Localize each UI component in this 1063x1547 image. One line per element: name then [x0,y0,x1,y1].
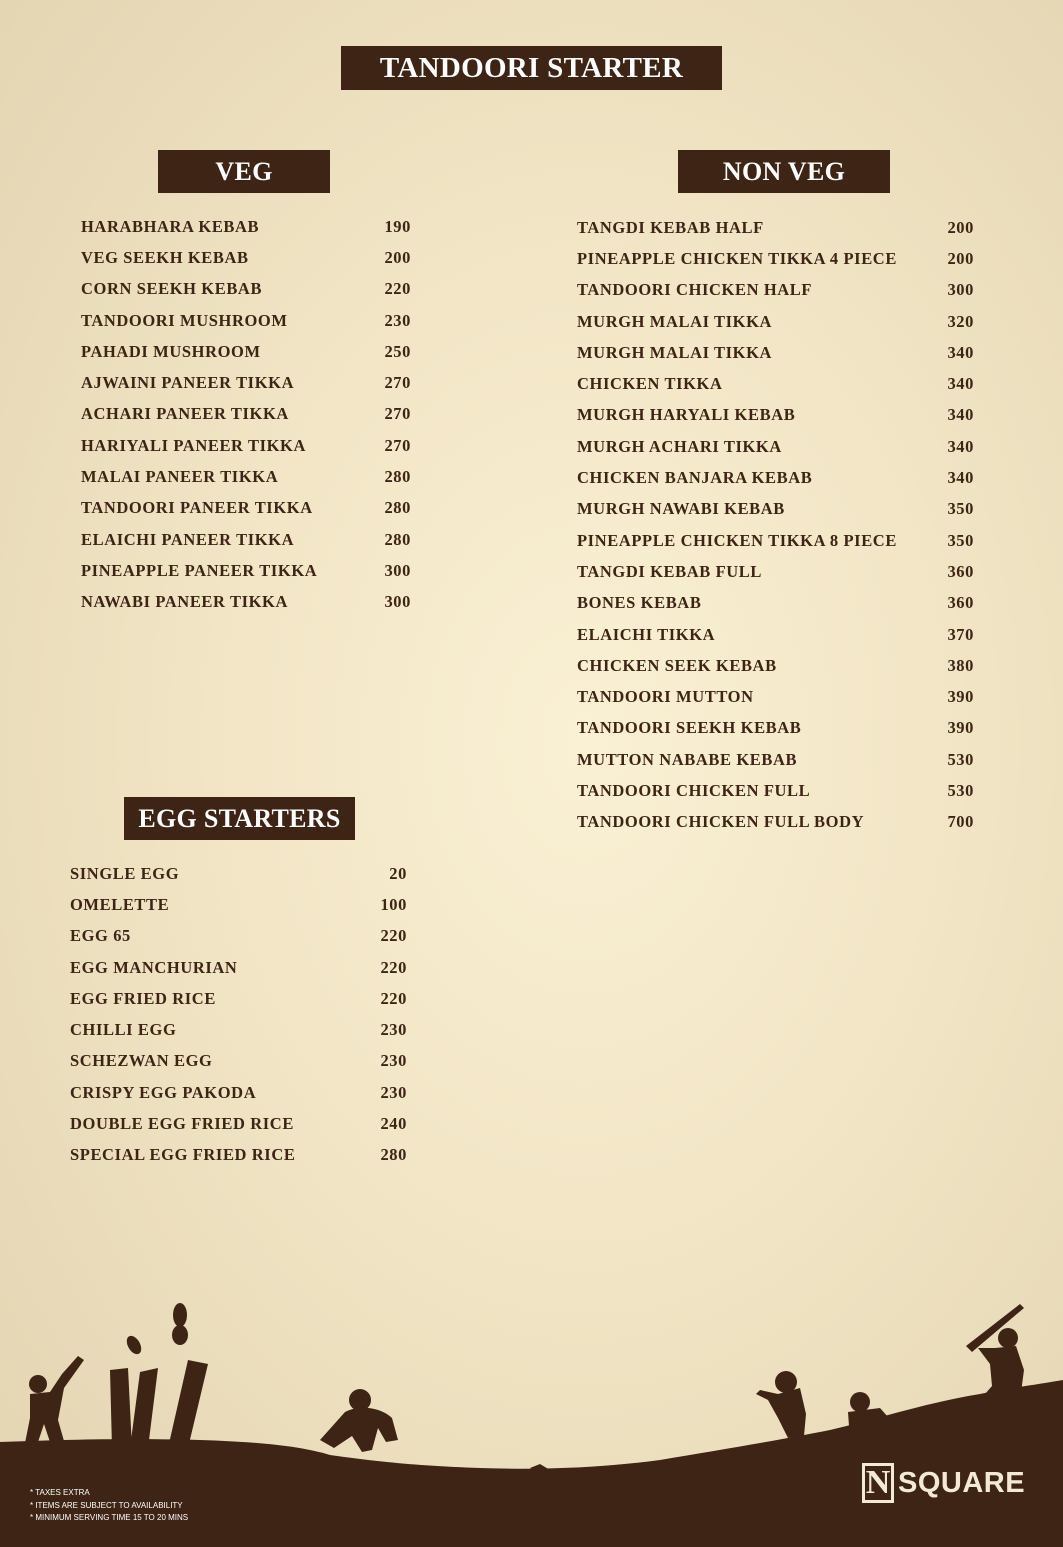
menu-item-name: TANDOORI CHICKEN FULL [577,780,811,800]
menu-item-price: 280 [380,1145,407,1165]
menu-item [81,242,411,273]
menu-item-price: 380 [947,655,974,675]
menu-item [577,775,974,806]
menu-item [81,461,411,492]
menu-item-name: CORN SEEKH KEBAB [81,279,263,299]
menu-item [81,493,411,524]
menu-item-name: HARIYALI PANEER TIKKA [81,435,307,455]
menu-item-price: 280 [384,529,411,549]
menu-item-name: MURGH HARYALI KEBAB [577,405,796,425]
menu-item [70,921,407,952]
note-line: * MINIMUM SERVING TIME 15 TO 20 MINS [30,1513,189,1522]
menu-item-name: TANDOORI PANEER TIKKA [81,498,313,518]
menu-item [577,588,974,619]
page-title: TANDOORI STARTER [341,46,722,90]
menu-item-name: PINEAPPLE CHICKEN TIKKA 8 PIECE [577,530,897,550]
menu-item [70,1077,407,1108]
menu-item [577,556,974,587]
menu-item [81,430,411,461]
menu-item-price: 230 [384,310,411,330]
menu-item-price: 390 [947,687,974,707]
menu-item-name: DOUBLE EGG FRIED RICE [70,1114,294,1134]
menu-item [577,431,974,462]
menu-item [70,858,407,889]
menu-item [81,305,411,336]
menu-item-name: CHICKEN SEEK KEBAB [577,655,777,675]
menu-item-price: 320 [947,311,974,331]
menu-item [577,337,974,368]
menu-item-name: TANDOORI CHICKEN FULL BODY [577,812,865,832]
menu-item-name: PINEAPPLE PANEER TIKKA [81,560,318,580]
menu-item [81,211,411,242]
menu-item-price: 350 [947,499,974,519]
menu-item-price: 220 [384,279,411,299]
menu-item-price: 230 [380,1082,407,1102]
menu-item-name: BONES KEBAB [577,593,702,613]
egg-section-heading: EGG STARTERS [124,797,355,840]
menu-item [577,462,974,493]
menu-item-price: 340 [947,405,974,425]
logo-mark: N [862,1463,894,1503]
menu-item-name: TANDOORI MUSHROOM [81,310,288,330]
menu-item [70,1046,407,1077]
menu-item-name: TANDOORI MUTTON [577,687,754,707]
menu-item-name: ACHARI PANEER TIKKA [81,404,289,424]
menu-item [81,336,411,367]
menu-item-price: 300 [384,560,411,580]
menu-item-price: 220 [380,957,407,977]
menu-item-price: 270 [384,404,411,424]
menu-item-name: CHICKEN TIKKA [577,374,723,394]
menu-item [81,524,411,555]
nonveg-menu-list [577,212,974,838]
menu-item-name: MUTTON NABABE KEBAB [577,749,798,769]
note-line: * ITEMS ARE SUBJECT TO AVAILABILITY [30,1500,183,1510]
menu-item-name: TANDOORI SEEKH KEBAB [577,718,802,738]
menu-item-name: ELAICHI PANEER TIKKA [81,529,295,549]
menu-item-name: NAWABI PANEER TIKKA [81,592,288,612]
menu-item [81,399,411,430]
menu-item-price: 300 [947,280,974,300]
menu-item-price: 280 [384,498,411,518]
menu-item-name: CHILLI EGG [70,1020,177,1040]
menu-item-name: TANDOORI CHICKEN HALF [577,280,813,300]
menu-item-price: 340 [947,468,974,488]
footer-notes [30,1487,188,1525]
menu-item-price: 530 [947,780,974,800]
note-line: * TAXES EXTRA [30,1488,90,1497]
menu-item [70,983,407,1014]
menu-item [577,212,974,243]
menu-item-name: OMELETTE [70,894,170,914]
menu-item-name: EGG MANCHURIAN [70,957,238,977]
menu-item [81,587,411,618]
menu-item-name: PINEAPPLE CHICKEN TIKKA 4 PIECE [577,248,897,268]
menu-item-price: 240 [380,1114,407,1134]
menu-item-name: ELAICHI TIKKA [577,624,716,644]
menu-item-price: 370 [947,624,974,644]
menu-item [577,619,974,650]
menu-item-price: 230 [380,1020,407,1040]
menu-item-name: CRISPY EGG PAKODA [70,1082,257,1102]
menu-item-price: 390 [947,718,974,738]
menu-item [577,744,974,775]
logo-text: SQUARE [898,1466,1026,1499]
menu-item [70,1014,407,1045]
menu-item-price: 200 [384,247,411,267]
menu-item [577,525,974,556]
menu-item-price: 340 [947,374,974,394]
egg-menu-list [70,858,407,1171]
menu-item-name: HARABHARA KEBAB [81,216,260,236]
menu-item-name: EGG 65 [70,926,131,946]
menu-item-price: 20 [389,863,407,883]
menu-item-name: AJWAINI PANEER TIKKA [81,373,295,393]
menu-item [577,243,974,274]
menu-item-price: 360 [947,561,974,581]
nsquare-logo [862,1463,1025,1503]
menu-item-name: SPECIAL EGG FRIED RICE [70,1145,296,1165]
menu-item-price: 250 [384,341,411,361]
menu-item-price: 270 [384,435,411,455]
menu-item-price: 200 [947,248,974,268]
menu-item-name: MURGH ACHARI TIKKA [577,436,782,456]
menu-item-price: 100 [380,894,407,914]
menu-item [70,889,407,920]
menu-item-price: 220 [380,926,407,946]
menu-item-name: MURGH MALAI TIKKA [577,342,773,362]
menu-item-price: 530 [947,749,974,769]
menu-item-price: 280 [384,467,411,487]
menu-item-price: 360 [947,593,974,613]
menu-item [81,555,411,586]
menu-item-name: EGG FRIED RICE [70,988,216,1008]
veg-menu-list [81,211,411,618]
menu-item-name: VEG SEEKH KEBAB [81,247,249,267]
menu-item-price: 220 [380,988,407,1008]
menu-item [81,274,411,305]
menu-item [577,275,974,306]
menu-item-name: CHICKEN BANJARA KEBAB [577,468,813,488]
nonveg-section-heading: NON VEG [678,150,890,193]
menu-item [577,713,974,744]
menu-item-name: SINGLE EGG [70,863,180,883]
menu-item-name: PAHADI MUSHROOM [81,341,261,361]
menu-item-price: 300 [384,592,411,612]
menu-item-price: 340 [947,436,974,456]
menu-item [577,306,974,337]
menu-item-price: 340 [947,342,974,362]
menu-item [70,952,407,983]
menu-item [577,400,974,431]
menu-item [577,681,974,712]
menu-item-name: TANGDI KEBAB FULL [577,561,763,581]
menu-item-price: 190 [384,216,411,236]
menu-item-price: 700 [947,812,974,832]
menu-item [81,367,411,398]
menu-item-price: 200 [947,217,974,237]
menu-item-name: MALAI PANEER TIKKA [81,467,279,487]
menu-item-price: 350 [947,530,974,550]
menu-item-name: TANGDI KEBAB HALF [577,217,764,237]
menu-item [70,1108,407,1139]
menu-item [70,1140,407,1171]
menu-item-price: 230 [380,1051,407,1071]
menu-item-name: MURGH NAWABI KEBAB [577,499,785,519]
menu-item [577,650,974,681]
veg-section-heading: VEG [158,150,330,193]
menu-item-name: SCHEZWAN EGG [70,1051,213,1071]
menu-item-name: MURGH MALAI TIKKA [577,311,773,331]
menu-item [577,807,974,838]
menu-item [577,368,974,399]
menu-item-price: 270 [384,373,411,393]
menu-item [577,494,974,525]
